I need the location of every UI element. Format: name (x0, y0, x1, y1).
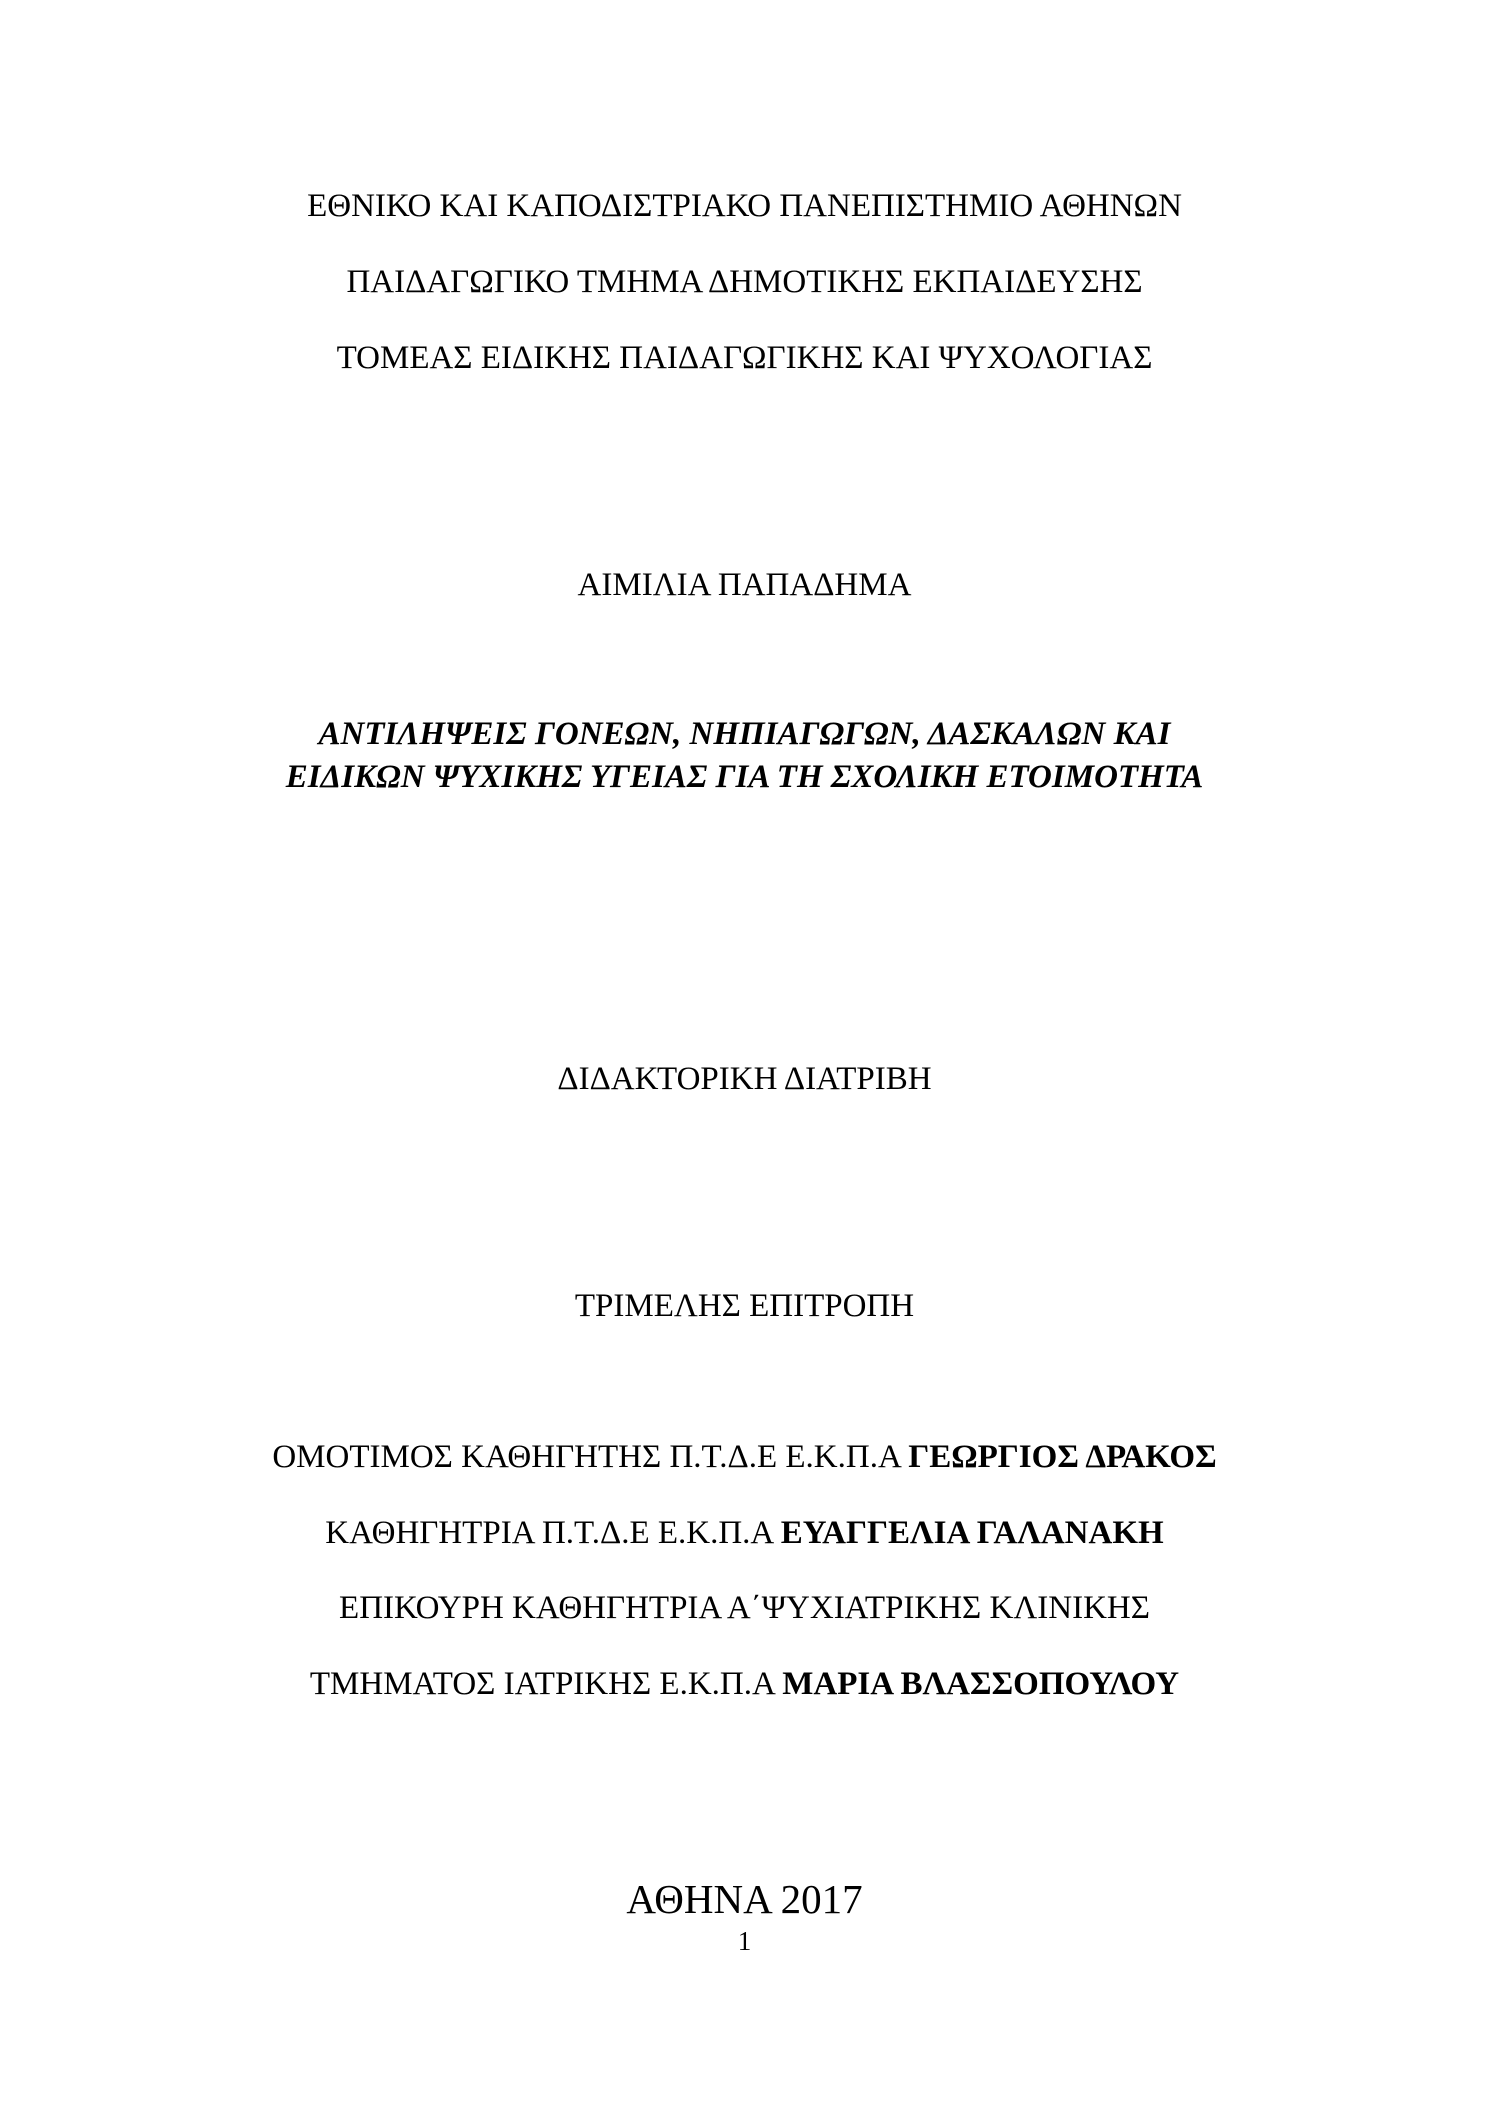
committee-heading: ΤΡΙΜΕΛΗΣ ΕΠΙΤΡΟΠΗ (574, 1288, 915, 1324)
committee-member-role: ΚΑΘΗΓΗΤΡΙΑ Π.Τ.Δ.Ε Ε.Κ.Π.Α (325, 1515, 781, 1551)
place-year: ΑΘΗΝΑ 2017 (626, 1876, 863, 1922)
document-type: ΔΙΔΑΚΤΟΡΙΚΗ ΔΙΑΤΡΙΒΗ (557, 1061, 932, 1097)
committee-member-name: ΜΑΡΙΑ ΒΛΑΣΣΟΠΟΥΛΟΥ (782, 1666, 1180, 1702)
committee-member-3-role: ΕΠΙΚΟΥΡΗ ΚΑΘΗΓΗΤΡΙΑ Α΄ΨΥΧΙΑΤΡΙΚΗΣ ΚΛΙΝΙΚΗΣ (339, 1590, 1150, 1626)
committee-member-name: ΕΥΑΓΓΕΛΙΑ ΓΑΛΑΝΑΚΗ (780, 1515, 1164, 1551)
committee-member-3 (0, 1664, 1489, 1704)
page-number: 1 (737, 1926, 752, 1956)
department-name: ΠΑΙΔΑΓΩΓΙΚΟ ΤΜΗΜΑ ΔΗΜΟΤΙΚΗΣ ΕΚΠΑΙΔΕΥΣΗΣ (346, 264, 1143, 300)
committee-member-1 (0, 1437, 1489, 1477)
thesis-title-line-1: ΑΝΤΙΛΗΨΕΙΣ ΓΟΝΕΩΝ, ΝΗΠΙΑΓΩΓΩΝ, ΔΑΣΚΑΛΩΝ ΚΑΙ (318, 716, 1171, 752)
committee-member-name: ΓΕΩΡΓΙΟΣ ΔΡΑΚΟΣ (908, 1439, 1217, 1475)
committee-member-2 (0, 1513, 1489, 1553)
thesis-title-line-2: ΕΙΔΙΚΩΝ ΨΥΧΙΚΗΣ ΥΓΕΙΑΣ ΓΙΑ ΤΗ ΣΧΟΛΙΚΗ ΕΤΟΙΜΟΤΗΤΑ (285, 759, 1204, 795)
committee-member-role: ΤΜΗΜΑΤΟΣ ΙΑΤΡΙΚΗΣ Ε.Κ.Π.Α (309, 1666, 783, 1702)
section-name: ΤΟΜΕΑΣ ΕΙΔΙΚΗΣ ΠΑΙΔΑΓΩΓΙΚΗΣ ΚΑΙ ΨΥΧΟΛΟΓΙΑΣ (336, 340, 1153, 376)
committee-member-role: ΟΜΟΤΙΜΟΣ ΚΑΘΗΓΗΤΗΣ Π.Τ.Δ.Ε Ε.Κ.Π.Α (272, 1439, 909, 1475)
university-name: ΕΘΝΙΚΟ ΚΑΙ ΚΑΠΟΔΙΣΤΡΙΑΚΟ ΠΑΝΕΠΙΣΤΗΜΙΟ ΑΘΗΝΩΝ (307, 188, 1182, 224)
author-name: ΑΙΜΙΛΙΑ ΠΑΠΑΔΗΜΑ (577, 567, 912, 603)
